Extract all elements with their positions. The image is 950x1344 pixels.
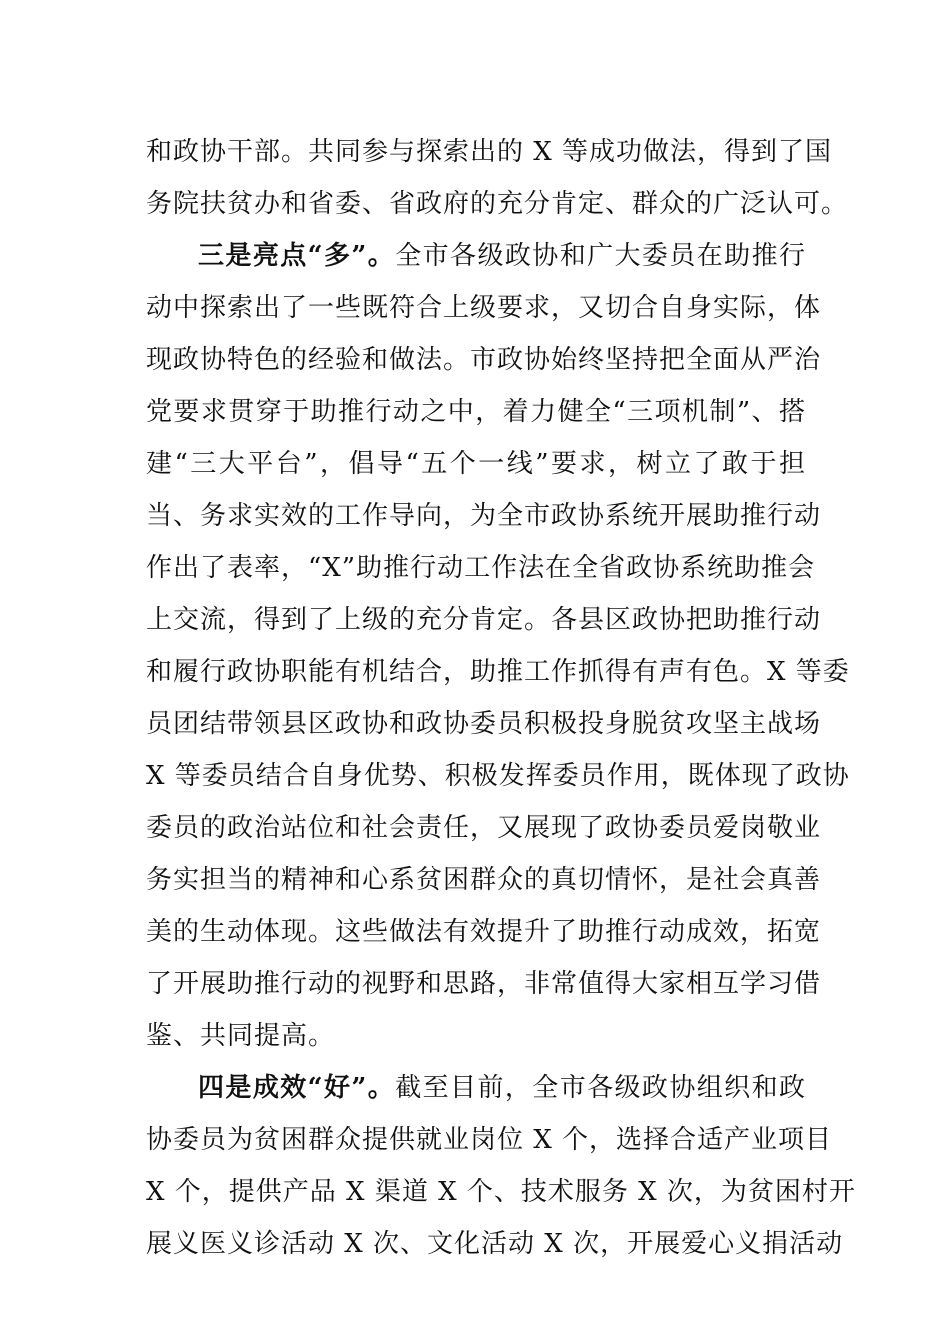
paragraph-3 <box>146 1062 856 1270</box>
text-line: 务实担当的精神和心系贫困群众的真切情怀，是社会真善 <box>146 865 822 895</box>
text-line: 当、务求实效的工作导向，为全市政协系统开展助推行动 <box>146 501 822 531</box>
text-line: 建“三大平台”，倡导“五个一线”要求，树立了敢于担 <box>146 449 806 479</box>
text-line: 动中探索出了一些既符合上级要求，又切合自身实际，体 <box>146 293 822 323</box>
paragraph-lead: 三是亮点“多”。 <box>198 241 396 271</box>
text-line: 美的生动体现。这些做法有效提升了助推行动成效，拓宽 <box>146 917 822 947</box>
text-line <box>146 1062 806 1114</box>
text-line: 协委员为贫困群众提供就业岗位 X 个，选择合适产业项目 <box>146 1125 833 1155</box>
text-line-rest: 截至目前，全市各级政协组织和政 <box>395 1073 806 1103</box>
text-line: 员团结带领县区政协和政协委员积极投身脱贫攻坚主战场 <box>146 709 822 739</box>
text-line: X 个，提供产品 X 渠道 X 个、技术服务 X 次，为贫困村开 <box>146 1177 856 1207</box>
text-line: 作出了表率，“X”助推行动工作法在全省政协系统助推会 <box>146 553 816 583</box>
text-line: 展义医义诊活动 X 次、文化活动 X 次，开展爱心义捐活动 <box>146 1229 844 1259</box>
text-line: 和政协干部。共同参与探索出的 X 等成功做法，得到了国 <box>146 137 833 167</box>
text-line: 上交流，得到了上级的充分肯定。各县区政协把助推行动 <box>146 605 822 635</box>
text-line: 鉴、共同提高。 <box>146 1021 336 1051</box>
text-line: 和履行政协职能有机结合，助推工作抓得有声有色。X 等委 <box>146 657 850 687</box>
text-line: 了开展助推行动的视野和思路，非常值得大家相互学习借 <box>146 969 822 999</box>
text-line: 委员的政治站位和社会责任，又展现了政协委员爱岗敬业 <box>146 813 822 843</box>
text-line: 现政协特色的经验和做法。市政协始终坚持把全面从严治 <box>146 345 822 375</box>
paragraph-2 <box>146 230 850 1062</box>
text-line: 党要求贯穿于助推行动之中，着力健全“三项机制”、搭 <box>146 397 806 427</box>
text-line <box>146 230 806 282</box>
text-line: X 等委员结合自身优势、积极发挥委员作用，既体现了政协 <box>146 761 850 791</box>
body-text <box>146 126 856 1270</box>
paragraph-1 <box>146 126 849 230</box>
text-line-rest: 全市各级政协和广大委员在助推行 <box>395 241 806 271</box>
paragraph-lead: 四是成效“好”。 <box>198 1073 396 1103</box>
text-line: 务院扶贫办和省委、省政府的充分肯定、群众的广泛认可。 <box>146 189 849 219</box>
